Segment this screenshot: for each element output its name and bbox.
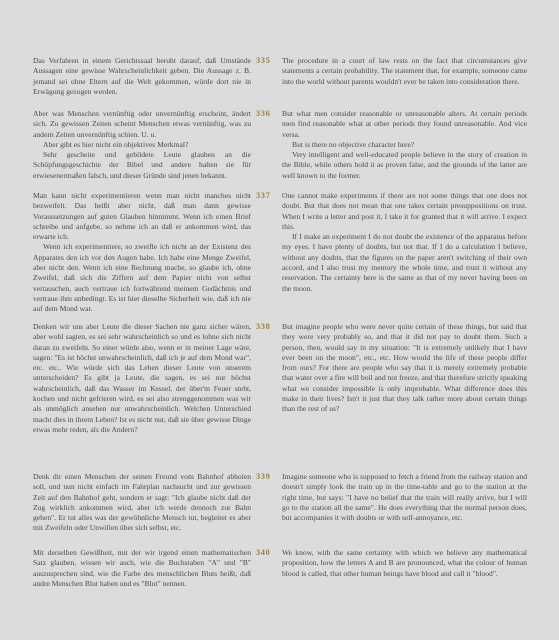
english-paragraph: Very intelligent and well-educated people believe in the story of creation in the Bible, while others hold it as proven false, and the grounds of the latter are well known to the former. [282, 150, 527, 180]
german-text [33, 322, 251, 435]
english-text [282, 322, 527, 415]
section-number: 338 [256, 322, 271, 331]
german-paragraph: Aber was Menschen vernünftig oder unvernünftig erscheint, ändert sich. Zu gewissen Zeiten scheint Menschen etwas vernünftig, was zu andern Zeiten unvernünftig schien. U. u. [33, 109, 251, 139]
section-number: 340 [256, 548, 271, 557]
section-number: 337 [256, 191, 271, 200]
english-paragraph: But is there no objective character here? [292, 139, 415, 149]
german-text [33, 472, 251, 534]
german-paragraph: Denken wir uns aber Leute die dieser Sachen nie ganz sicher wären, aber wohl sagten, es sei sehr wahrscheinlich so und es lohne sich nicht daran zu zweifeln. So einer würde also, wenn er in meiner Lage wäre, sagen: "Es ist höchst unwahrscheinlich, daß ich je auf dem Mond war", etc. etc.. Wie würde sich das Leben dieser Leute von unserem unterscheiden? Es gibt ja Leute, die sagen, es sei nur höchst wahrscheinlich, daß das Wasser im Kessel, der über'm Feuer steht, kochen und nicht gefrieren wird, es sei also strenggenommen was wir als unmöglich ansehen nur unwahrscheinlich. Welchen Unterschied macht dies in ihrem Leben? Ist es nicht nur, daß sie über gewisse Dinge etwas mehr reden, als die Andern? [33, 322, 251, 434]
german-paragraph: Mit derselben Gewißheit, mit der wir irgend einen mathematischen Satz glauben, wissen wir auch, wie die Buchstaben "A" und "B" auszusprechen sind, wie die Farbe des menschlichen Bluts heißt, daß andre Menschen Blut haben und es "Blut" nennen. [33, 548, 251, 588]
german-paragraph: Man kann nicht experimentieren wenn man nicht manches nicht bezweifelt. Das heißt aber nicht, daß man dann gewisse Voraussetzungen auf guten Glauben hinnimmt. Wenn ich einen Brief schreibe und aufgebe, so nehme ich an daß er ankommen wird, das erwarte ich. [33, 191, 251, 242]
english-paragraph: But imagine people who were never quite certain of these things, but said that they were very probably so, and that it did not pay to doubt them. Such a person, then, would say in my situation: "It is extremely unlikely that I have ever been on the moon", etc., etc. How would the life of these people differ from ours? For there are people who say that it is merely extremely probable that water over a fire will boil and not freeze, and that therefore strictly speaking what we consider impossible is only improbable. What difference does this make in their lives? Isn't it just that they talk rather more about certain things than the rest of us? [282, 322, 527, 414]
english-paragraph: If I make an experiment I do not doubt the existence of the apparatus before my eyes. I have plenty of doubts, but not that. If I do a calculation I believe, without any doubts, that the figures on the paper aren't switching of their own accord, and I also trust my memory the whole time, and trust it without any reservation. The certainty here is the same as that of my never having been on the moon. [282, 232, 527, 293]
english-text [282, 109, 527, 181]
section-number: 335 [256, 56, 271, 65]
english-paragraph: The procedure in a court of law rests on the fact that circumstances give statements a certain probability. The statement that, for example, someone came into the world without parents wouldn't ever be taken into consideration there. [282, 56, 527, 86]
english-paragraph: Imagine someone who is supposed to fetch a friend from the railway station and doesn't simply look the train up in the time-table and go to the station at the right time, but says: "I have no belief that the train will really arrive, but I will go to the station all the same". He does everything that the normal person does, but accompanies it with doubts or with self-annoyance, etc. [282, 472, 527, 523]
english-text [282, 548, 527, 579]
german-text [33, 109, 251, 181]
english-text [282, 191, 527, 294]
german-paragraph: Aber gibt es hier nicht ein objektives Merkmal? [43, 139, 189, 149]
english-paragraph: But what men consider reasonable or unreasonable alters. At certain periods men find reasonable what at other periods they found unreasonable. And vice versa. [282, 109, 527, 139]
german-text [33, 56, 251, 97]
english-text [282, 56, 527, 87]
german-paragraph: Wenn ich experimentiere, so zweifle ich nicht an der Existenz des Apparates den ich vor den Augen habe. Ich habe eine Menge Zweifel, aber nicht den. Wenn ich eine Rechnung mache, so glaube ich, ohne Zweifel, daß sich die Ziffern auf dem Papier nicht von selbst vertauschen, auch vertraue ich fortwährend meinem Gedächtnis und vertraue ihm unbedingt. Es ist hier dieselbe Sicherheit wie, daß ich nie auf dem Mond war. [33, 242, 251, 314]
german-text [33, 548, 251, 589]
german-text [33, 191, 251, 315]
section-number: 336 [256, 109, 271, 118]
german-paragraph: Sehr gescheite und gebildete Leute glauben an die Schöpfungsgeschichte der Bibel und andere halten sie für erwiesenermaßen falsch, und dieser Gründe sind jenen bekannt. [33, 150, 251, 180]
german-paragraph: Das Verfahren in einem Gerichtssaal beruht darauf, daß Umstände Aussagen eine gewisse Wahrscheinlichkeit geben. Die Aussage z. B. jemand sei ohne Eltern auf die Welt gekommen, würde dort nie in Erwägung gezogen werden. [33, 56, 251, 96]
english-text [282, 472, 527, 523]
german-paragraph: Denk dir einen Menschen der seinen Freund vom Bahnhof abholen soll, und nun nicht einfach im Fahrplan nachsucht und zur gewissen Zeit auf den Bahnhof geht, sondern er sagt: "Ich glaube nicht daß der Zug wirklich ankommen wird, aber ich werde dennoch zur Bahn gehen". Er tut alles was der gewöhnliche Mensch tut, begleitet es aber mit Zweifeln oder Unwillen über sich selbst, etc. [33, 472, 251, 533]
section-number: 339 [256, 472, 271, 481]
english-paragraph: We know, with the same certainty with which we believe any mathematical proposition, how the letters A and B are pronounced, what the colour of human blood is called, that other human beings have blood and call it "blood". [282, 548, 527, 578]
english-paragraph: One cannot make experiments if there are not some things that one does not doubt. But that does not mean that one takes certain presuppositions on trust. When I write a letter and post it, I take it for granted that it will arrive. I expect this. [282, 191, 527, 231]
